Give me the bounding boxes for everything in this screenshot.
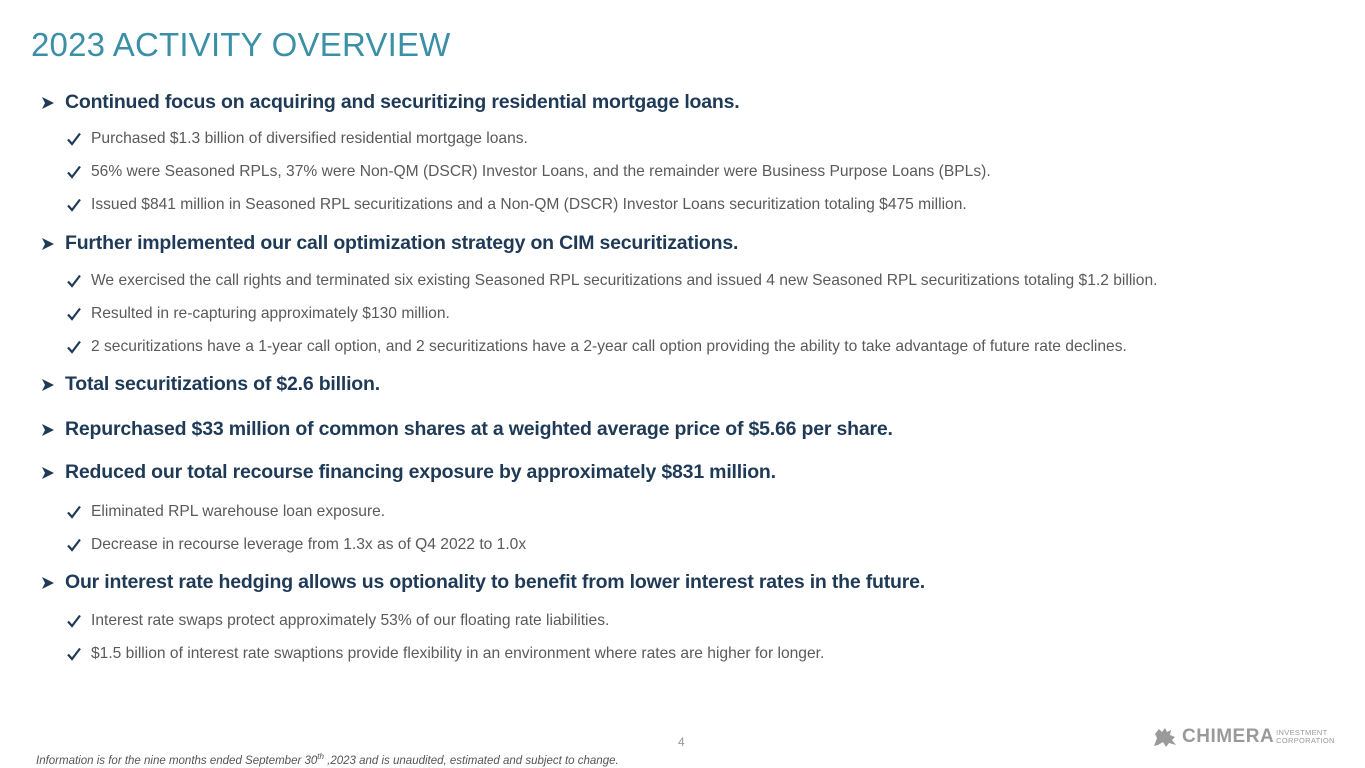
section-heading: Repurchased $33 million of common shares at a weighted average price of $5.66 per share. [65,418,893,440]
sub-item-text: Issued $841 million in Seasoned RPL securitizations and a Non-QM (DSCR) Investor Loans securitization totaling $475 million. [91,196,967,213]
sub-item-text: We exercised the call rights and terminated six existing Seasoned RPL securitizations and issued 4 new Seasoned RPL securitizations totaling $1.2 billion. [91,272,1158,289]
sub-item [66,305,450,323]
footnote-text: Information is for the nine months ended September 30 [36,754,318,767]
bullet-section-1 [40,91,739,114]
sub-item-text: 2 securitizations have a 1-year call option, and 2 securitizations have a 2-year call option providing the ability to take advantage of future rate declines. [91,338,1127,355]
bullet-section-5 [40,461,776,484]
arrow-bullet-icon [40,575,56,591]
sub-item [66,612,609,630]
page-title: 2023 ACTIVITY OVERVIEW [31,26,451,63]
sub-item [66,338,1127,356]
logo-subtitle-line2: CORPORATION [1276,736,1335,745]
section-heading: Reduced our total recourse financing exposure by approximately $831 million. [65,461,776,483]
sub-item [66,645,824,663]
bullet-section-4 [40,418,893,441]
sub-item-text: Purchased $1.3 billion of diversified residential mortgage loans. [91,130,528,147]
sub-item [66,272,1157,290]
checkmark-icon [66,273,82,289]
company-logo [1152,726,1335,748]
sub-item [66,196,967,214]
checkmark-icon [66,306,82,322]
sub-item-text: 56% were Seasoned RPLs, 37% were Non-QM (DSCR) Investor Loans, and the remainder were Business Purpose Loans (BPLs). [91,163,991,180]
logo-subtitle-line1: INVESTMENT [1276,728,1328,737]
checkmark-icon [66,164,82,180]
footnote [36,752,619,767]
sub-item-text: $1.5 billion of interest rate swaptions provide flexibility in an environment where rates are higher for longer. [91,645,825,662]
sub-item [66,163,991,181]
logo-subtitle [1276,729,1335,745]
section-heading: Total securitizations of $2.6 billion. [65,373,380,395]
sub-item-text: Decrease in recourse leverage from 1.3x as of Q4 2022 to 1.0x [91,536,527,553]
bullet-section-3 [40,373,380,396]
section-heading: Continued focus on acquiring and securitizing residential mortgage loans. [65,91,740,113]
arrow-bullet-icon [40,95,56,111]
checkmark-icon [66,197,82,213]
arrow-bullet-icon [40,422,56,438]
arrow-bullet-icon [40,377,56,393]
logo-wordmark: CHIMERA [1182,726,1275,747]
checkmark-icon [66,131,82,147]
sub-item [66,536,526,554]
bullet-section-2 [40,232,738,255]
page-number: 4 [678,735,685,749]
footnote-text-end: ,2023 and is unaudited, estimated and subject to change. [323,754,619,767]
sub-item-text: Eliminated RPL warehouse loan exposure. [91,503,386,520]
checkmark-icon [66,537,82,553]
bullet-section-6 [40,571,925,594]
sub-item-text: Interest rate swaps protect approximately 53% of our floating rate liabilities. [91,612,610,629]
arrow-bullet-icon [40,465,56,481]
arrow-bullet-icon [40,236,56,252]
checkmark-icon [66,646,82,662]
sub-item [66,130,528,148]
footnote-superscript: th [317,752,324,761]
section-heading: Further implemented our call optimization strategy on CIM securitizations. [65,232,739,254]
chimera-logo-icon [1152,726,1178,748]
checkmark-icon [66,339,82,355]
checkmark-icon [66,504,82,520]
section-heading: Our interest rate hedging allows us optionality to benefit from lower interest rates in the future. [65,571,925,593]
sub-item-text: Resulted in re-capturing approximately $130 million. [91,305,450,322]
checkmark-icon [66,613,82,629]
sub-item [66,503,385,521]
